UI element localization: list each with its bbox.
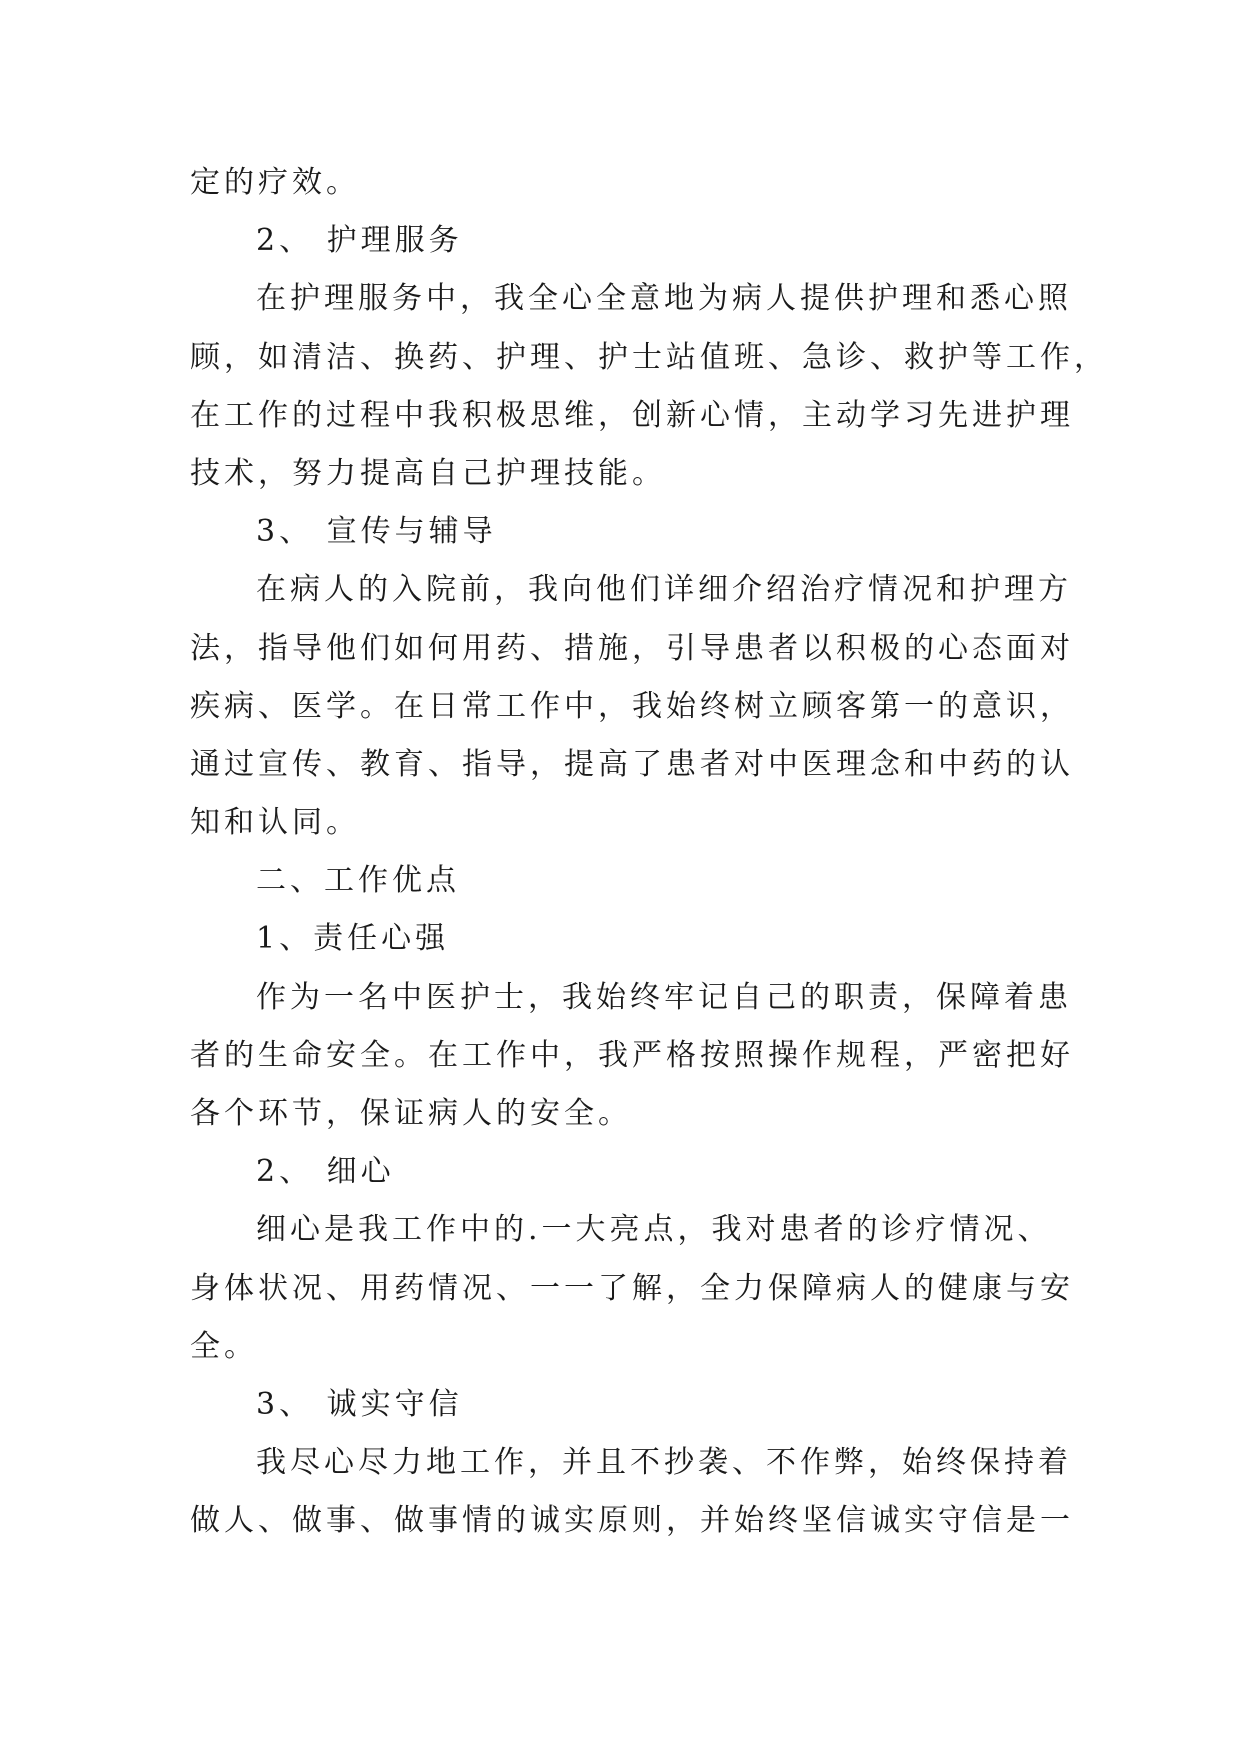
text-line: 技术，努力提高自己护理技能。 [190, 455, 666, 491]
text-line: 知和认同。 [190, 805, 360, 841]
text-line: 者的生命安全。在工作中，我严格按照操作规程，严密把好 [190, 1037, 1074, 1073]
text-line: 顾，如清洁、换药、护理、护士站值班、急诊、救护等工作， [190, 339, 1108, 375]
text-line: 法，指导他们如何用药、措施，引导患者以积极的心态面对 [190, 630, 1074, 666]
text-line: 疾病、医学。在日常工作中，我始终树立顾客第一的意识， [190, 688, 1074, 724]
section-heading: 3、 诚实守信 [256, 1386, 463, 1422]
section-heading: 1、责任心强 [256, 921, 450, 957]
section-heading: 2、 细心 [256, 1154, 395, 1190]
section-heading: 二、工作优点 [256, 863, 460, 899]
text-line: 细心是我工作中的.一大亮点，我对患者的诊疗情况、 [256, 1212, 1052, 1248]
body-text [190, 154, 1108, 1551]
section-heading: 3、 宣传与辅导 [256, 514, 497, 550]
text-line: 各个环节，保证病人的安全。 [190, 1096, 632, 1131]
text-line: 在工作的过程中我积极思维，创新心情，主动学习先进护理 [190, 397, 1074, 433]
text-line: 定的疗效。 [190, 165, 360, 200]
text-line: 全。 [190, 1328, 258, 1364]
text-line: 在病人的入院前，我向他们详细介绍治疗情况和护理方 [256, 572, 1072, 608]
section-heading: 2、 护理服务 [256, 223, 463, 259]
text-line: 做人、做事、做事情的诚实原则，并始终坚信诚实守信是一 [190, 1503, 1074, 1539]
text-line: 作为一名中医护士，我始终牢记自己的职责，保障着患 [256, 979, 1072, 1015]
text-line: 在护理服务中，我全心全意地为病人提供护理和悉心照 [256, 281, 1072, 317]
text-line: 我尽心尽力地工作，并且不抄袭、不作弊，始终保持着 [256, 1445, 1072, 1481]
text-line: 身体状况、用药情况、一一了解，全力保障病人的健康与安 [190, 1270, 1074, 1306]
text-line: 通过宣传、教育、指导，提高了患者对中医理念和中药的认 [190, 746, 1074, 782]
